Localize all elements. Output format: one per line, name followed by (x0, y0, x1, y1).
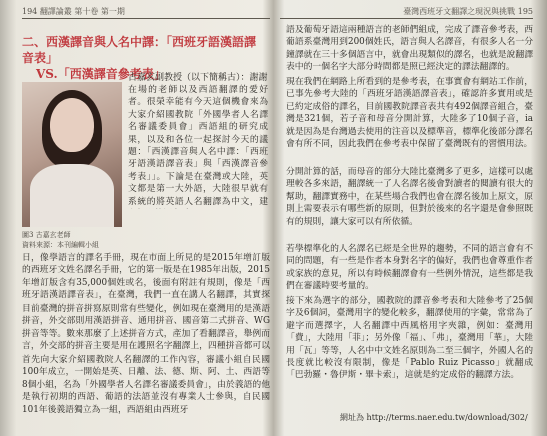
speaker-byline: 古嘉玄副教授（以下簡稱古）：謝謝 (128, 73, 268, 83)
photo-shoulders (30, 164, 114, 227)
photo-caption: 圖3 古嘉玄老師 (22, 231, 71, 239)
left-header-rule (22, 18, 270, 19)
speaker-photo (22, 82, 122, 227)
paragraph: 分開計算的話，而母音的部分大陸比臺灣多了更多，這樣可以處理較各多來語，翻譯統一了人名譯名後會對讀者的閱讀有很大的幫助，翻譯實務中，在某些場合我們也會在譯名後加上原文，原則上需要表示有哪些新的原則，但對於後來的名字還是會參照既有的規則，讓大家可以有所依循。 (286, 167, 533, 227)
section-title-line1: 西漢譯音與人名中譯：「西班牙語漢語譯音表」 (22, 35, 257, 65)
paragraph: 在場的老師以及西語翻譯的愛好者。很榮幸能有今天這個機會來為大家介紹國教院「外國學者人名譯名審議委員會」西語組的研究成果，以及和各位一起探討今天的議題：「西漢譯音與人名中譯：「西班牙語漢語譯音表」與「西漢譯音參考表」」。下論是在臺灣或大陸，英文都是第一大外語，大陸很早就有系統的將英語人名翻譯為中文，建 (128, 85, 268, 207)
footnote: 網址為 http://terms.naer.edu.tw/download/302/ (340, 413, 528, 422)
right-running-header: 臺灣西班牙文翻譯之現況與挑戰 195 (403, 7, 533, 16)
right-header-rule (280, 18, 533, 19)
left-running-header: 194 翻譯論叢 第十卷 第一期 (22, 7, 125, 16)
paragraph: 接下來為選字的部分，國教院的譯音參考表和大陸參考了25個字及6個詞，臺灣用字的變化較多，翻譯使用的字彙，常常為了避字而選擇字，人名翻譯中西風格用字夾雜，例如：臺灣用「費」，大陸用「菲」；另外像「福」、「弗」，臺灣用「華」，大陸用「瓦」等等，人名中中文姓名原則為二至三個字，外國人名的長度就比較沒有限制，像是「Pablo Ruiz Picasso」就翻成「巴勃羅・魯伊斯・畢卡索」，這就是約定成俗的翻譯方法。 (286, 296, 533, 381)
paragraph: 現在我們在網路上所看到的是參考表，在事實會有網站工作前，已事先參考大陸的「西班牙語漢語譯音表」，確認許多實用或是已約定成俗的譯名，目前國教院譯音表共有492個譯音組合，臺灣是321個，若子音和母音分開計算，大陸多了10個子音，ia就是因為是台灣過去使用的注音以及標準音，標準化後部分譯名會有所不同，因此我們在參考表中保留了臺灣既有的習慣用法。 (286, 77, 533, 150)
left-page (8, 0, 270, 436)
section-number: 二、 (22, 35, 47, 49)
paragraph: 語及葡萄牙語這兩種語言的老師們組成，完成了譯音參考表，西葡語系臺灣用到200個姓氏，語言與人名譯音，有很多人名一分鐘譯就在三十多個語言中，就會出現類似的譯名，也就是說翻譯表中的一個名字大部分時間都是照已經決定的譯法翻譯的。 (286, 25, 533, 73)
paragraph: 日，像學語言的譯名手冊，現在市面上所見的是2015年增訂版的西班牙文姓名譯名手冊，它的第一版是在1985年出版，2015年增訂版含有35,000個姓或名，後面有附註有規則，像是「西班牙語漢語譯音表」，在臺灣，我們一直在講人名翻譯，其實探 (22, 253, 270, 301)
right-page (280, 0, 539, 436)
paragraph: 若學標準化的人名譯名已經是全世界的趨勢，不同的語言會有不同的問題，有一些是作者本身對名字的偏好，我們也會尊重作者或家族的意見，所以有時候翻譯會有一些例外情況，這些都是我們在審議時要考量的。 (286, 244, 533, 292)
paragraph: 首先向大家介紹國教院人名翻譯的工作內容，審議小組自民國100年成立，一開始是英、日離、法、德、斯、阿、土、西語等8個小組，名為「外國學者人名譯名審議委員會」，由於義語的他是執行初期的西語、葡語的法語並沒有專業人士參與，自民國101年後義語獨立為一組，西語組由西班牙 (22, 355, 270, 415)
section-title-line2: VS.「西漢譯音參考表」 (36, 67, 166, 81)
photo-face (50, 98, 94, 152)
paragraph: 目前臺灣的拼音拼寫原則常有些變化，例如現在臺灣用的是漢語拼音，外交部則用漢語拼音、通用拼音、國音第二式拼音、WG拼音等等。數來那麼了上述拼音方式，產加了看翻譯音，舉例而言，外交部的拼音主要是用在護照名字翻譯上，四種拼音都可以 (22, 304, 270, 352)
photo-caption-block (22, 230, 99, 250)
photo-credit: 資料來源：本刊編輯小組 (22, 241, 99, 249)
